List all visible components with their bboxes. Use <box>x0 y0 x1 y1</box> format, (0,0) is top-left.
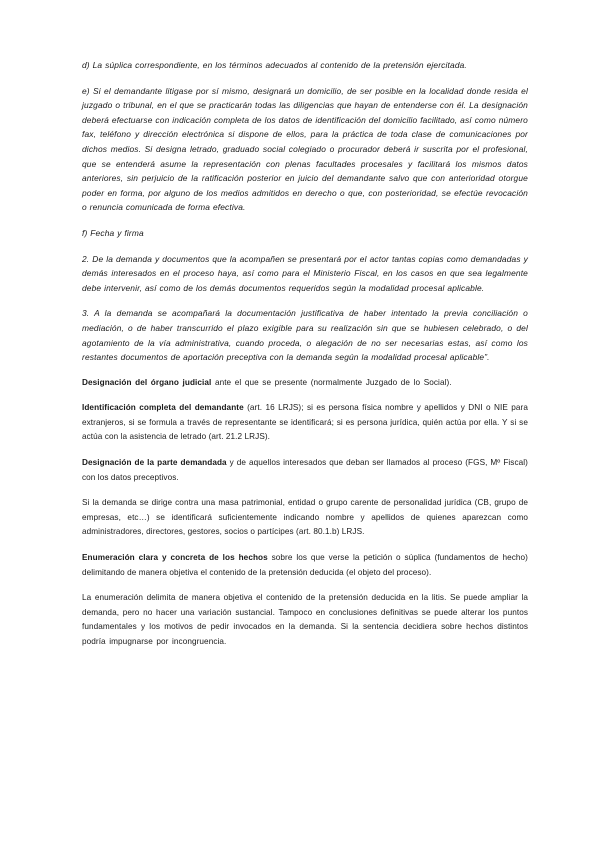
paragraph-lead-bold: Enumeración clara y concreta de los hechos <box>82 553 272 563</box>
paragraph-3 <box>82 306 528 364</box>
paragraph-lead-bold: Designación de la parte demandada <box>82 458 230 468</box>
paragraph-f <box>82 226 528 241</box>
paragraph-text: ante el que se presente (normalmente Juzgado de lo Social). <box>214 377 452 387</box>
paragraph-e <box>82 84 528 215</box>
paragraph-text: 2. De la demanda y documentos que la acompañen se presentará por el actor tantas copias como demandadas y demás interesados en el proceso haya, así como para el Ministerio Fiscal, en los casos en que sea legalmente debe intervenir, así como de los demás documentos requeridos según la modalidad procesal aplicable. <box>82 253 528 293</box>
paragraph-lead-bold: Designación del órgano judicial <box>82 377 215 387</box>
paragraph-text: e) Si el demandante litigase por sí mismo, designará un domicilio, de ser posible en la localidad donde resida el juzgado o tribunal, en el que se practicarán todas las diligencias que hayan de entenderse con él. La designación deberá efectuarse con indicación completa de los datos de identificación del domicilio facilitado, así como número fax, teléfono y dirección electrónica si dispone de ellos, para la práctica de toda clase de comunicaciones por dichos medios. Si designa letrado, graduado social colegiado o procurador deberá ir suscrita por el profesional, que se entenderá asume la representación con plenas facultades procesales y facilitará los mismos datos anteriores, sin perjuicio de la ratificación posterior en juicio del demandante salvo que con anterioridad otorgue poder en forma, por alguno de los medios admitidos en derecho o que, con posterioridad, se efectúe revocación o renuncia comunicada de forma efectiva. <box>82 85 528 213</box>
paragraph-enumeracion-hechos <box>82 551 528 580</box>
paragraph-text: f) Fecha y firma <box>82 227 144 238</box>
paragraph-d <box>82 58 528 73</box>
paragraph-text: 3. A la demanda se acompañará la documentación justificativa de haber intentado la previa conciliación o mediación, o de haber transcurrido el plazo exigible para su realización sin que se hubiesen celebrado, o del agotamiento de la vía administrativa, cuando proceda, o alegación de no ser necesarias estas, así como los restantes documentos de aportación preceptiva con la demanda según la modalidad procesal aplicable”. <box>82 308 528 363</box>
paragraph-text: Si la demanda se dirige contra una masa patrimonial, entidad o grupo carente de personalidad jurídica (CB, grupo de empresas, etc…) se identificará suficientemente indicando nombre y apellidos de quienes aparezcan como administradores, directores, gestores, socios o partícipes (art. 80.1.b) LRJS. <box>82 498 528 537</box>
paragraph-designacion-organo <box>82 376 528 391</box>
paragraph-identificacion-demandante <box>82 401 528 445</box>
paragraph-designacion-demandada <box>82 456 528 485</box>
paragraph-lead-bold: Identificación completa del demandante <box>82 403 248 413</box>
paragraph-demanda-masa <box>82 496 528 540</box>
paragraph-text: (art. 16 LRJS); si es persona física nombre y apellidos y DNI o NIE para extranjeros, si se formula a través de representante se identificará; si es persona jurídica, quién actúa por ella. Y si se actúa con la asistencia de letrado (art. 21.2 LRJS). <box>82 403 528 442</box>
paragraph-text: y de aquellos interesados que deban ser llamados al proceso (FGS, Mº Fiscal) con los datos preceptivos. <box>82 458 528 482</box>
paragraph-text: d) La súplica correspondiente, en los términos adecuados al contenido de la pretensión ejercitada. <box>82 60 467 70</box>
paragraph-text: La enumeración delimita de manera objetiva el contenido de la pretensión deducida en la litis. Se puede ampliar la demanda, pero no hacer una variación sustancial. Tampoco en conclusiones definitivas se puede alterar los puntos fundamentales y los motivos de pedir invocados en la demanda. Si la sentencia decidiera sobre hechos distintos podría impugnarse por incongruencia. <box>82 593 528 646</box>
document-body <box>82 58 528 650</box>
paragraph-2 <box>82 252 528 296</box>
paragraph-text: sobre los que verse la petición o súplica (fundamentos de hecho) delimitando de manera objetiva el contenido de la pretensión deducida (el objeto del proceso). <box>82 553 528 577</box>
paragraph-enumeracion-delimita <box>82 591 528 649</box>
